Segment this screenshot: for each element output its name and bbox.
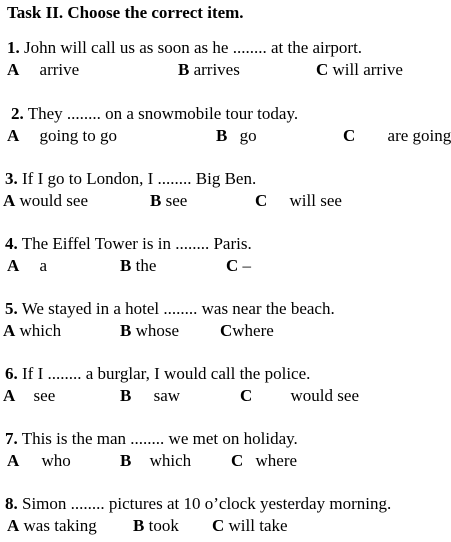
option-letter: C xyxy=(231,451,244,470)
option-a[interactable] xyxy=(3,321,61,341)
option-letter: A xyxy=(7,256,20,275)
question-1 xyxy=(0,38,451,86)
option-letter: A xyxy=(7,60,20,79)
question-text: If I go to London, I ........ Big Ben. xyxy=(22,169,257,188)
option-letter: B xyxy=(150,191,162,210)
option-text: was taking xyxy=(23,516,97,535)
option-text: see xyxy=(33,386,56,405)
question-number: 1. xyxy=(7,38,20,57)
option-letter: A xyxy=(3,321,16,340)
option-letter: C xyxy=(226,256,239,275)
question-3 xyxy=(0,169,451,217)
option-letter: C xyxy=(343,126,356,145)
option-c[interactable] xyxy=(343,126,451,146)
question-8 xyxy=(0,494,451,542)
option-text: see xyxy=(165,191,188,210)
option-text: would see xyxy=(19,191,88,210)
option-c[interactable] xyxy=(212,516,288,536)
option-text: saw xyxy=(153,386,181,405)
option-c[interactable] xyxy=(220,321,274,341)
option-b[interactable] xyxy=(120,451,191,471)
option-text: which xyxy=(149,451,192,470)
option-text: a xyxy=(39,256,48,275)
option-letter: A xyxy=(7,451,20,470)
option-letter: B xyxy=(120,386,132,405)
option-a[interactable] xyxy=(7,451,71,471)
question-text: John will call us as soon as he ........ at the airport. xyxy=(24,38,363,57)
option-b[interactable] xyxy=(216,126,257,146)
option-b[interactable] xyxy=(120,256,156,276)
question-number: 6. xyxy=(5,364,18,383)
option-text: arrives xyxy=(193,60,240,79)
option-text: are going xyxy=(387,126,451,145)
option-letter: B xyxy=(120,321,132,340)
option-text: where xyxy=(255,451,298,470)
option-text: going to go xyxy=(39,126,117,145)
question-stem xyxy=(5,299,335,319)
question-text: Simon ........ pictures at 10 o’clock yesterday morning. xyxy=(22,494,392,513)
option-c[interactable] xyxy=(226,256,251,276)
option-a[interactable] xyxy=(3,191,88,211)
option-text: would see xyxy=(290,386,359,405)
option-b[interactable] xyxy=(120,386,180,406)
option-letter: C xyxy=(255,191,268,210)
option-letter: B xyxy=(120,451,132,470)
question-text: If I ........ a burglar, I would call the police. xyxy=(22,364,311,383)
option-letter: B xyxy=(178,60,190,79)
option-letter: B xyxy=(133,516,145,535)
option-text: which xyxy=(19,321,62,340)
question-number: 4. xyxy=(5,234,18,253)
question-text: We stayed in a hotel ........ was near the beach. xyxy=(21,299,335,318)
option-text: will take xyxy=(228,516,288,535)
option-letter: B xyxy=(120,256,132,275)
question-number: 5. xyxy=(5,299,18,318)
question-7 xyxy=(0,429,451,477)
question-number: 3. xyxy=(5,169,18,188)
option-text: took xyxy=(148,516,179,535)
option-text: the xyxy=(135,256,157,275)
option-b[interactable] xyxy=(120,321,179,341)
question-number: 8. xyxy=(5,494,18,513)
option-text: whose xyxy=(135,321,180,340)
question-stem xyxy=(11,104,298,124)
option-letter: A xyxy=(7,516,20,535)
question-text: The Eiffel Tower is in ........ Paris. xyxy=(21,234,252,253)
question-5 xyxy=(0,299,451,347)
question-stem xyxy=(7,38,362,58)
option-b[interactable] xyxy=(133,516,179,536)
option-letter: C xyxy=(220,321,233,340)
task-title: Task II. Choose the correct item. xyxy=(7,3,244,22)
option-text: arrive xyxy=(39,60,80,79)
option-a[interactable] xyxy=(3,386,55,406)
option-c[interactable] xyxy=(240,386,359,406)
option-text: will see xyxy=(289,191,342,210)
option-letter: B xyxy=(216,126,228,145)
question-4 xyxy=(0,234,451,282)
option-a[interactable] xyxy=(7,60,79,80)
option-a[interactable] xyxy=(7,256,47,276)
option-letter: C xyxy=(240,386,253,405)
option-text: will arrive xyxy=(332,60,403,79)
option-text: where xyxy=(232,321,274,340)
question-stem xyxy=(5,364,310,384)
option-text: – xyxy=(242,256,252,275)
option-text: go xyxy=(239,126,257,145)
option-c[interactable] xyxy=(231,451,297,471)
question-number: 2. xyxy=(11,104,24,123)
question-stem xyxy=(5,234,252,254)
question-text: They ........ on a snowmobile tour today. xyxy=(27,104,299,123)
option-b[interactable] xyxy=(178,60,240,80)
option-letter: C xyxy=(212,516,225,535)
option-b[interactable] xyxy=(150,191,187,211)
option-letter: C xyxy=(316,60,329,79)
question-stem xyxy=(5,494,391,514)
option-c[interactable] xyxy=(316,60,403,80)
option-letter: A xyxy=(7,126,20,145)
question-stem xyxy=(5,429,298,449)
option-c[interactable] xyxy=(255,191,342,211)
question-stem xyxy=(5,169,256,189)
question-2 xyxy=(0,104,451,152)
question-6 xyxy=(0,364,451,412)
option-a[interactable] xyxy=(7,516,97,536)
question-number: 7. xyxy=(5,429,18,448)
option-letter: A xyxy=(3,191,16,210)
question-text: This is the man ........ we met on holiday. xyxy=(21,429,298,448)
option-letter: A xyxy=(3,386,16,405)
option-a[interactable] xyxy=(7,126,117,146)
option-text: who xyxy=(41,451,71,470)
